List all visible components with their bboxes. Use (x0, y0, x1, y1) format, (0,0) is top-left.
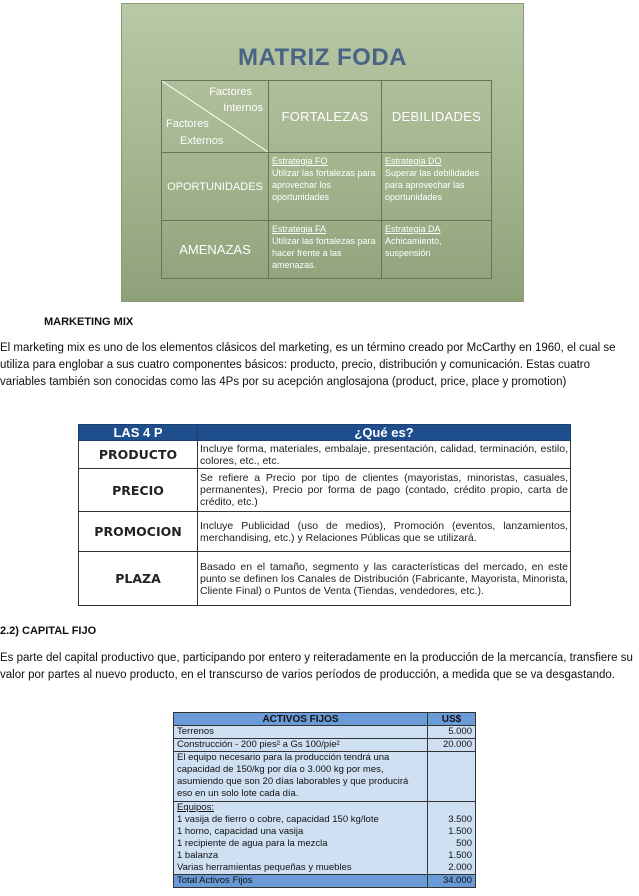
total-value: 34.000 (428, 875, 476, 888)
table-row (174, 826, 476, 838)
table-row (174, 814, 476, 826)
foda-col-debilidades: DEBILIDADES (382, 81, 492, 153)
equipo-item-value: 500 (428, 838, 476, 850)
foda-title: MATRIZ FODA (237, 44, 408, 71)
equipo-item-label: 1 balanza (174, 850, 428, 862)
total-label: Total Activos Fijos (174, 875, 428, 888)
table-row (174, 752, 476, 802)
foda-row-oportunidades: OPORTUNIDADES (162, 153, 269, 221)
corner-externos-line2: Externos (180, 135, 224, 147)
corner-internos-line1: Factores (209, 86, 252, 98)
table-row (174, 862, 476, 875)
da-text: Achicamiento, suspensión (385, 236, 442, 258)
marketing-mix-heading: MARKETING MIX (44, 316, 134, 328)
activos-header-left: ACTIVOS FIJOS (174, 713, 428, 726)
construccion-value: 20.000 (428, 739, 476, 752)
da-title: Estrategia DA (385, 224, 441, 234)
table-row (174, 875, 476, 888)
foda-col-fortalezas: FORTALEZAS (269, 81, 382, 153)
equipo-note: El equipo necesario para la producción tendrá una capacidad de 150/kg por día o 3.000 kg por mes, asumiendo que son 20 días laborables y que producirá eso en un solo lote cada día. (174, 752, 428, 802)
foda-cell-do (382, 153, 492, 221)
do-title: Estrategia DO (385, 156, 442, 166)
corner-externos-line1: Factores (166, 118, 209, 130)
four-p-name: PLAZA (79, 552, 198, 606)
marketing-mix-paragraph: El marketing mix es uno de los elementos clásicos del marketing, es un término creado por McCarthy en 1960, el cual se utiliza para englobar a sus cuatro componentes básicos: producto, precio, distribución y comunicación. Estas cuatro variables también son conocidas como las 4Ps por su acepción anglosajona (product, price, place y promotion) (0, 342, 616, 388)
foda-corner-cell (162, 81, 269, 153)
equipo-item-label: 1 horno, capacidad una vasija (174, 826, 428, 838)
equipo-item-value: 3.500 (428, 814, 476, 826)
table-row (174, 850, 476, 862)
corner-internos-line2: Internos (223, 102, 263, 114)
table-row (79, 441, 571, 469)
table-row (174, 802, 476, 815)
equipo-item-value: 1.500 (428, 850, 476, 862)
fa-title: Estrategia FA (272, 224, 327, 234)
capital-fijo-heading: 2.2) CAPITAL FIJO (0, 625, 97, 637)
four-p-name: PROMOCION (79, 512, 198, 552)
equipo-item-value: 2.000 (428, 862, 476, 875)
fa-text: Utilizar las fortalezas para hacer frente a las amenazas. (272, 236, 376, 270)
equipo-note-value (428, 752, 476, 802)
four-p-desc: Incluye Publicidad (uso de medios), Promoción (eventos, lanzamientos, merchandising, etc.) y Relaciones Públicas que se utilizará. (198, 512, 571, 552)
four-p-desc: Basado en el tamaño, segmento y las características del mercado, en este punto se definen los Canales de Distribución (Fabricante, Mayorista, Minorista, Cliente Final) o Puntos de Venta (Tiendas, vendedores, etc.). (198, 552, 571, 606)
table-row (79, 469, 571, 512)
activos-fijos-table (173, 712, 476, 888)
four-p-name: PRODUCTO (79, 441, 198, 469)
foda-cell-fo (269, 153, 382, 221)
four-p-desc: Se refiere a Precio por tipo de clientes (mayoristas, minoristas, casuales, permanentes), Precio por forma de pago (contado, crédito propio, carta de crédito, etc.) (198, 469, 571, 512)
four-p-header-right: ¿Qué es? (198, 425, 571, 441)
table-row (174, 838, 476, 850)
fo-title: Estrategia FO (272, 156, 328, 166)
do-text: Superar las debilidades para aprovechar las oportunidades (385, 168, 480, 202)
table-row (79, 512, 571, 552)
equipo-item-label: 1 recipiente de agua para la mezcla (174, 838, 428, 850)
four-p-name: PRECIO (79, 469, 198, 512)
foda-cell-fa (269, 221, 382, 279)
foda-row-amenazas: AMENAZAS (162, 221, 269, 279)
equipos-label: Equipos: (174, 802, 428, 815)
foda-cell-da (382, 221, 492, 279)
table-row (174, 726, 476, 739)
activos-header-right: US$ (428, 713, 476, 726)
four-p-desc: Incluye forma, materiales, embalaje, presentación, calidad, terminación, estilo, colores, etc., etc. (198, 441, 571, 469)
equipo-item-label: Varias herramientas pequeñas y muebles (174, 862, 428, 875)
foda-matrix (161, 80, 492, 279)
equipo-item-value: 1.500 (428, 826, 476, 838)
capital-fijo-paragraph: Es parte del capital productivo que, participando por entero y reiteradamente en la producción de la mercancía, transfiere su valor por partes al nuevo producto, en el transcurso de varios períodos de producción, a medida que se va desgastando. (0, 652, 633, 681)
foda-slide-image (121, 3, 524, 302)
equipo-item-label: 1 vasija de fierro o cobre, capacidad 150 kg/lote (174, 814, 428, 826)
equipos-label-value (428, 802, 476, 815)
fo-text: Utilizar las fortalezas para aprovechar los oportunidades (272, 168, 376, 202)
terrenos-value: 5.000 (428, 726, 476, 739)
four-p-header-left: LAS 4 P (79, 425, 198, 441)
terrenos-label: Terrenos (174, 726, 428, 739)
four-p-table (78, 424, 571, 606)
table-row (174, 739, 476, 752)
construccion-label: Construcción - 200 pies² a Gs 100/pie² (174, 739, 428, 752)
table-row (79, 552, 571, 606)
